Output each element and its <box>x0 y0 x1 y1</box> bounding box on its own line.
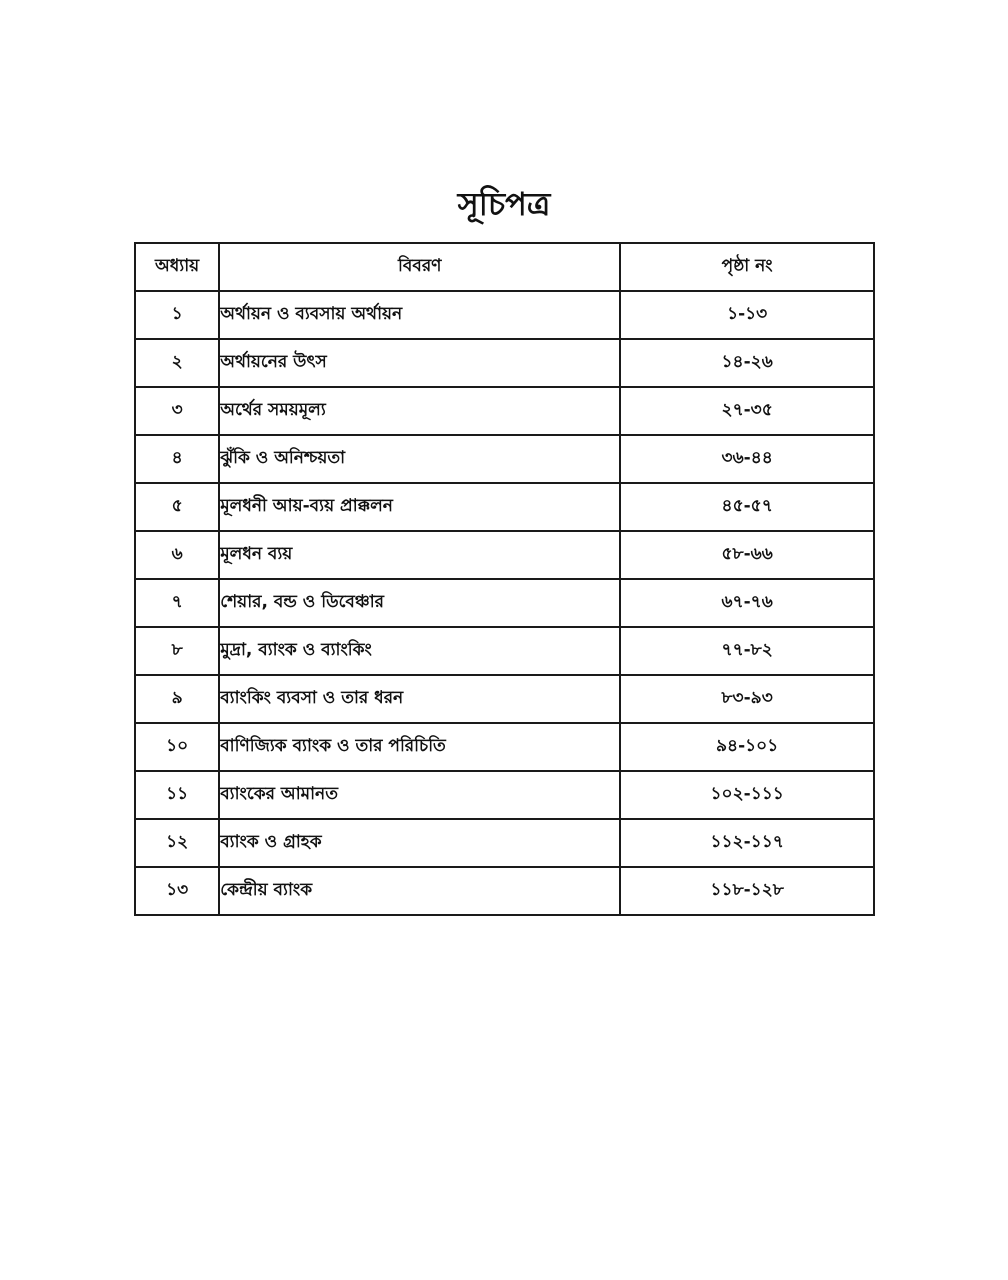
chapter-description: ব্যাংকের আমানত <box>219 771 620 819</box>
table-row <box>135 483 874 531</box>
chapter-number: ১০ <box>135 723 219 771</box>
table-row <box>135 723 874 771</box>
table-row <box>135 627 874 675</box>
page-title: সূচিপত্র <box>457 185 551 223</box>
table-row <box>135 867 874 915</box>
chapter-number: ৬ <box>135 531 219 579</box>
chapter-number: ১১ <box>135 771 219 819</box>
chapter-description: মূলধন ব্যয় <box>219 531 620 579</box>
page-range: ৭৭-৮২ <box>620 627 874 675</box>
header-description: বিবরণ <box>219 243 620 291</box>
chapter-number: ৩ <box>135 387 219 435</box>
chapter-description: ব্যাংক ও গ্রাহক <box>219 819 620 867</box>
table-row <box>135 819 874 867</box>
page-range: ৮৩-৯৩ <box>620 675 874 723</box>
chapter-number: ৪ <box>135 435 219 483</box>
table-of-contents <box>134 242 875 916</box>
page-range: ৪৫-৫৭ <box>620 483 874 531</box>
table-row <box>135 387 874 435</box>
page-range: ১৪-২৬ <box>620 339 874 387</box>
chapter-description: অর্থায়ন ও ব্যবসায় অর্থায়ন <box>219 291 620 339</box>
chapter-number: ১৩ <box>135 867 219 915</box>
chapter-description: বাণিজ্যিক ব্যাংক ও তার পরিচিতি <box>219 723 620 771</box>
page-range: ১১৮-১২৮ <box>620 867 874 915</box>
chapter-description: ঝুঁকি ও অনিশ্চয়তা <box>219 435 620 483</box>
table-row <box>135 579 874 627</box>
chapter-description: অর্থের সময়মূল্য <box>219 387 620 435</box>
chapter-number: ৯ <box>135 675 219 723</box>
chapter-number: ২ <box>135 339 219 387</box>
page-range: ১-১৩ <box>620 291 874 339</box>
table-header <box>135 243 874 291</box>
table-row <box>135 435 874 483</box>
chapter-description: ব্যাংকিং ব্যবসা ও তার ধরন <box>219 675 620 723</box>
chapter-number: ১ <box>135 291 219 339</box>
header-row <box>135 243 874 291</box>
chapter-description: মুদ্রা, ব্যাংক ও ব্যাংকিং <box>219 627 620 675</box>
chapter-description: অর্থায়নের উৎস <box>219 339 620 387</box>
page-range: ৯৪-১০১ <box>620 723 874 771</box>
chapter-number: ৭ <box>135 579 219 627</box>
table-row <box>135 771 874 819</box>
table-row <box>135 291 874 339</box>
page-range: ১০২-১১১ <box>620 771 874 819</box>
chapter-number: ১২ <box>135 819 219 867</box>
page-range: ১১২-১১৭ <box>620 819 874 867</box>
page-range: ৫৮-৬৬ <box>620 531 874 579</box>
chapter-description: মূলধনী আয়-ব্যয় প্রাক্কলন <box>219 483 620 531</box>
page-range: ৬৭-৭৬ <box>620 579 874 627</box>
header-page: পৃষ্ঠা নং <box>620 243 874 291</box>
page-range: ৩৬-৪৪ <box>620 435 874 483</box>
table-body <box>135 291 874 915</box>
chapter-number: ৫ <box>135 483 219 531</box>
chapter-description: শেয়ার, বন্ড ও ডিবেঞ্চার <box>219 579 620 627</box>
header-chapter: অধ্যায় <box>135 243 219 291</box>
chapter-description: কেন্দ্রীয় ব্যাংক <box>219 867 620 915</box>
table-row <box>135 339 874 387</box>
table-row <box>135 675 874 723</box>
page-range: ২৭-৩৫ <box>620 387 874 435</box>
chapter-number: ৮ <box>135 627 219 675</box>
table-row <box>135 531 874 579</box>
